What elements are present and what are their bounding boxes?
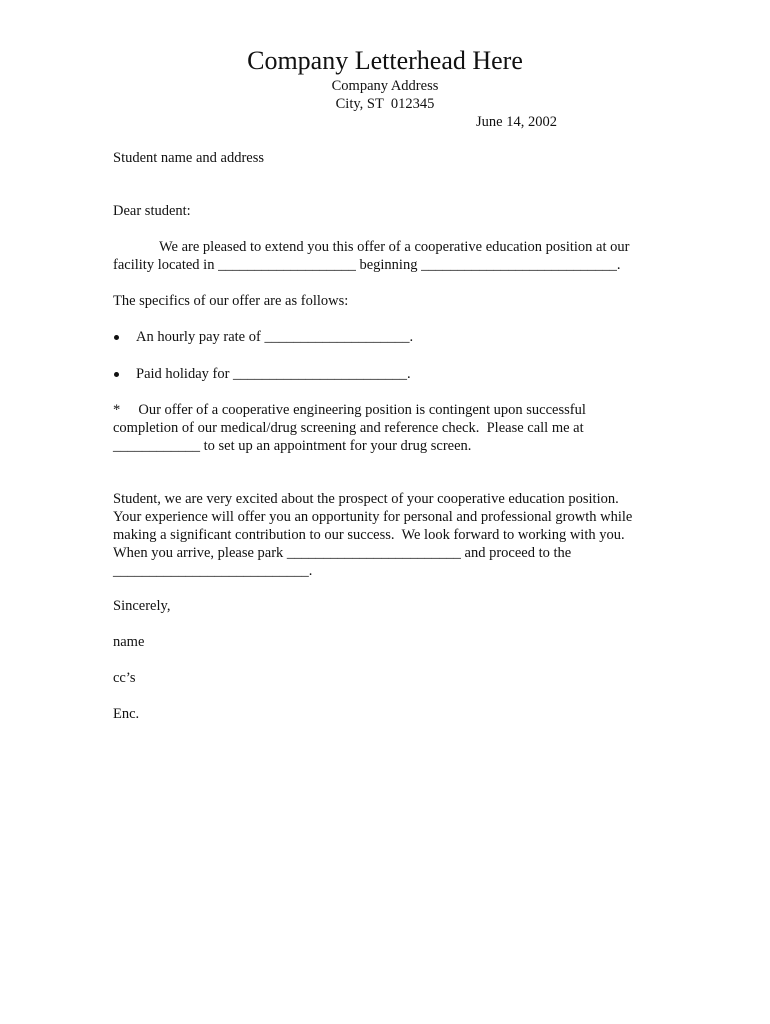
- offer-item-pay-rate: An hourly pay rate of ____________________.: [136, 329, 414, 345]
- closing-line-1: Student, we are very excited about the prospect of your cooperative education position.: [113, 491, 619, 507]
- contingency-line-3: ____________ to set up an appointment for your drug screen.: [113, 438, 472, 454]
- closing-line-4: When you arrive, please park ________________________ and proceed to the: [113, 545, 572, 561]
- contingency-line-1: * Our offer of a cooperative engineering position is contingent upon successful: [113, 402, 586, 418]
- recipient-name-address: Student name and address: [113, 150, 265, 166]
- cc-line: cc’s: [113, 670, 136, 686]
- bullet-icon: [114, 335, 119, 340]
- intro-line-2: facility located in ___________________ beginning ___________________________.: [113, 257, 621, 273]
- closing-line-2: Your experience will offer you an opportunity for personal and professional growth while: [113, 509, 633, 525]
- specifics-heading: The specifics of our offer are as follows:: [113, 293, 349, 309]
- signoff: Sincerely,: [113, 598, 171, 614]
- enclosure-line: Enc.: [113, 706, 140, 722]
- offer-item-paid-holiday: Paid holiday for ________________________.: [136, 366, 411, 382]
- contingency-line-2: completion of our medical/drug screening and reference check. Please call me at: [113, 420, 584, 436]
- closing-line-3: making a significant contribution to our success. We look forward to working with you.: [113, 527, 625, 543]
- company-address: Company Address: [331, 78, 439, 94]
- salutation: Dear student:: [113, 203, 191, 219]
- intro-line-1: We are pleased to extend you this offer of a cooperative education position at our: [159, 239, 630, 255]
- letter-date: June 14, 2002: [476, 114, 557, 130]
- letterhead-title: Company Letterhead Here: [247, 46, 523, 75]
- signer-name: name: [113, 634, 145, 650]
- company-city-state: City, ST 012345: [335, 96, 435, 112]
- closing-line-5: ___________________________.: [113, 563, 313, 579]
- bullet-icon: [114, 372, 119, 377]
